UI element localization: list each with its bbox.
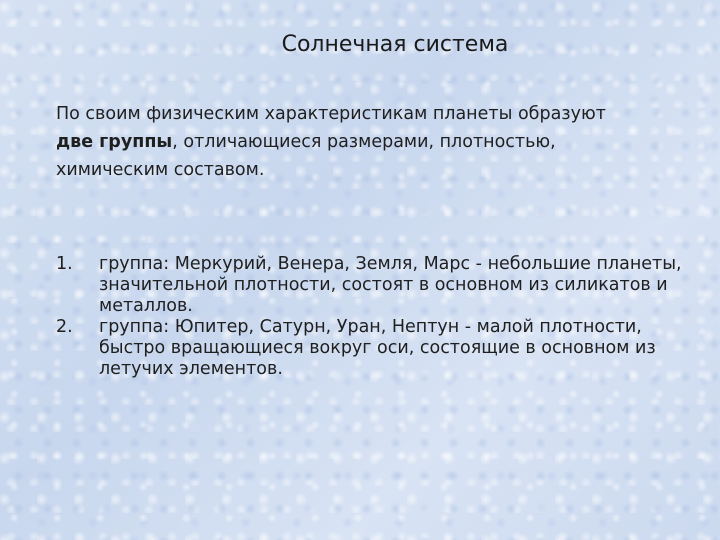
intro-text-start: По своим физическим характеристикам планеты образуют	[56, 104, 606, 124]
list-item-number: 1.	[56, 254, 73, 274]
list-item	[56, 254, 696, 317]
intro-bold-text: две группы	[56, 132, 173, 152]
list-item	[56, 317, 696, 380]
intro-paragraph	[56, 100, 616, 184]
slide-title: Солнечная система	[281, 32, 509, 57]
list-item-text: группа: Юпитер, Сатурн, Уран, Нептун - малой плотности, быстро вращающиеся вокруг оси, состоящие в основном из летучих элементов.	[99, 317, 656, 379]
intro-text-end: , отличающиеся размерами, плотностью, химическим составом.	[56, 132, 556, 180]
list-item-text: группа: Меркурий, Венера, Земля, Марс - небольшие планеты, значительной плотности, состоят в основном из силикатов и металлов.	[99, 254, 682, 316]
list-item-number: 2.	[56, 317, 73, 337]
planet-groups-list	[56, 254, 696, 380]
